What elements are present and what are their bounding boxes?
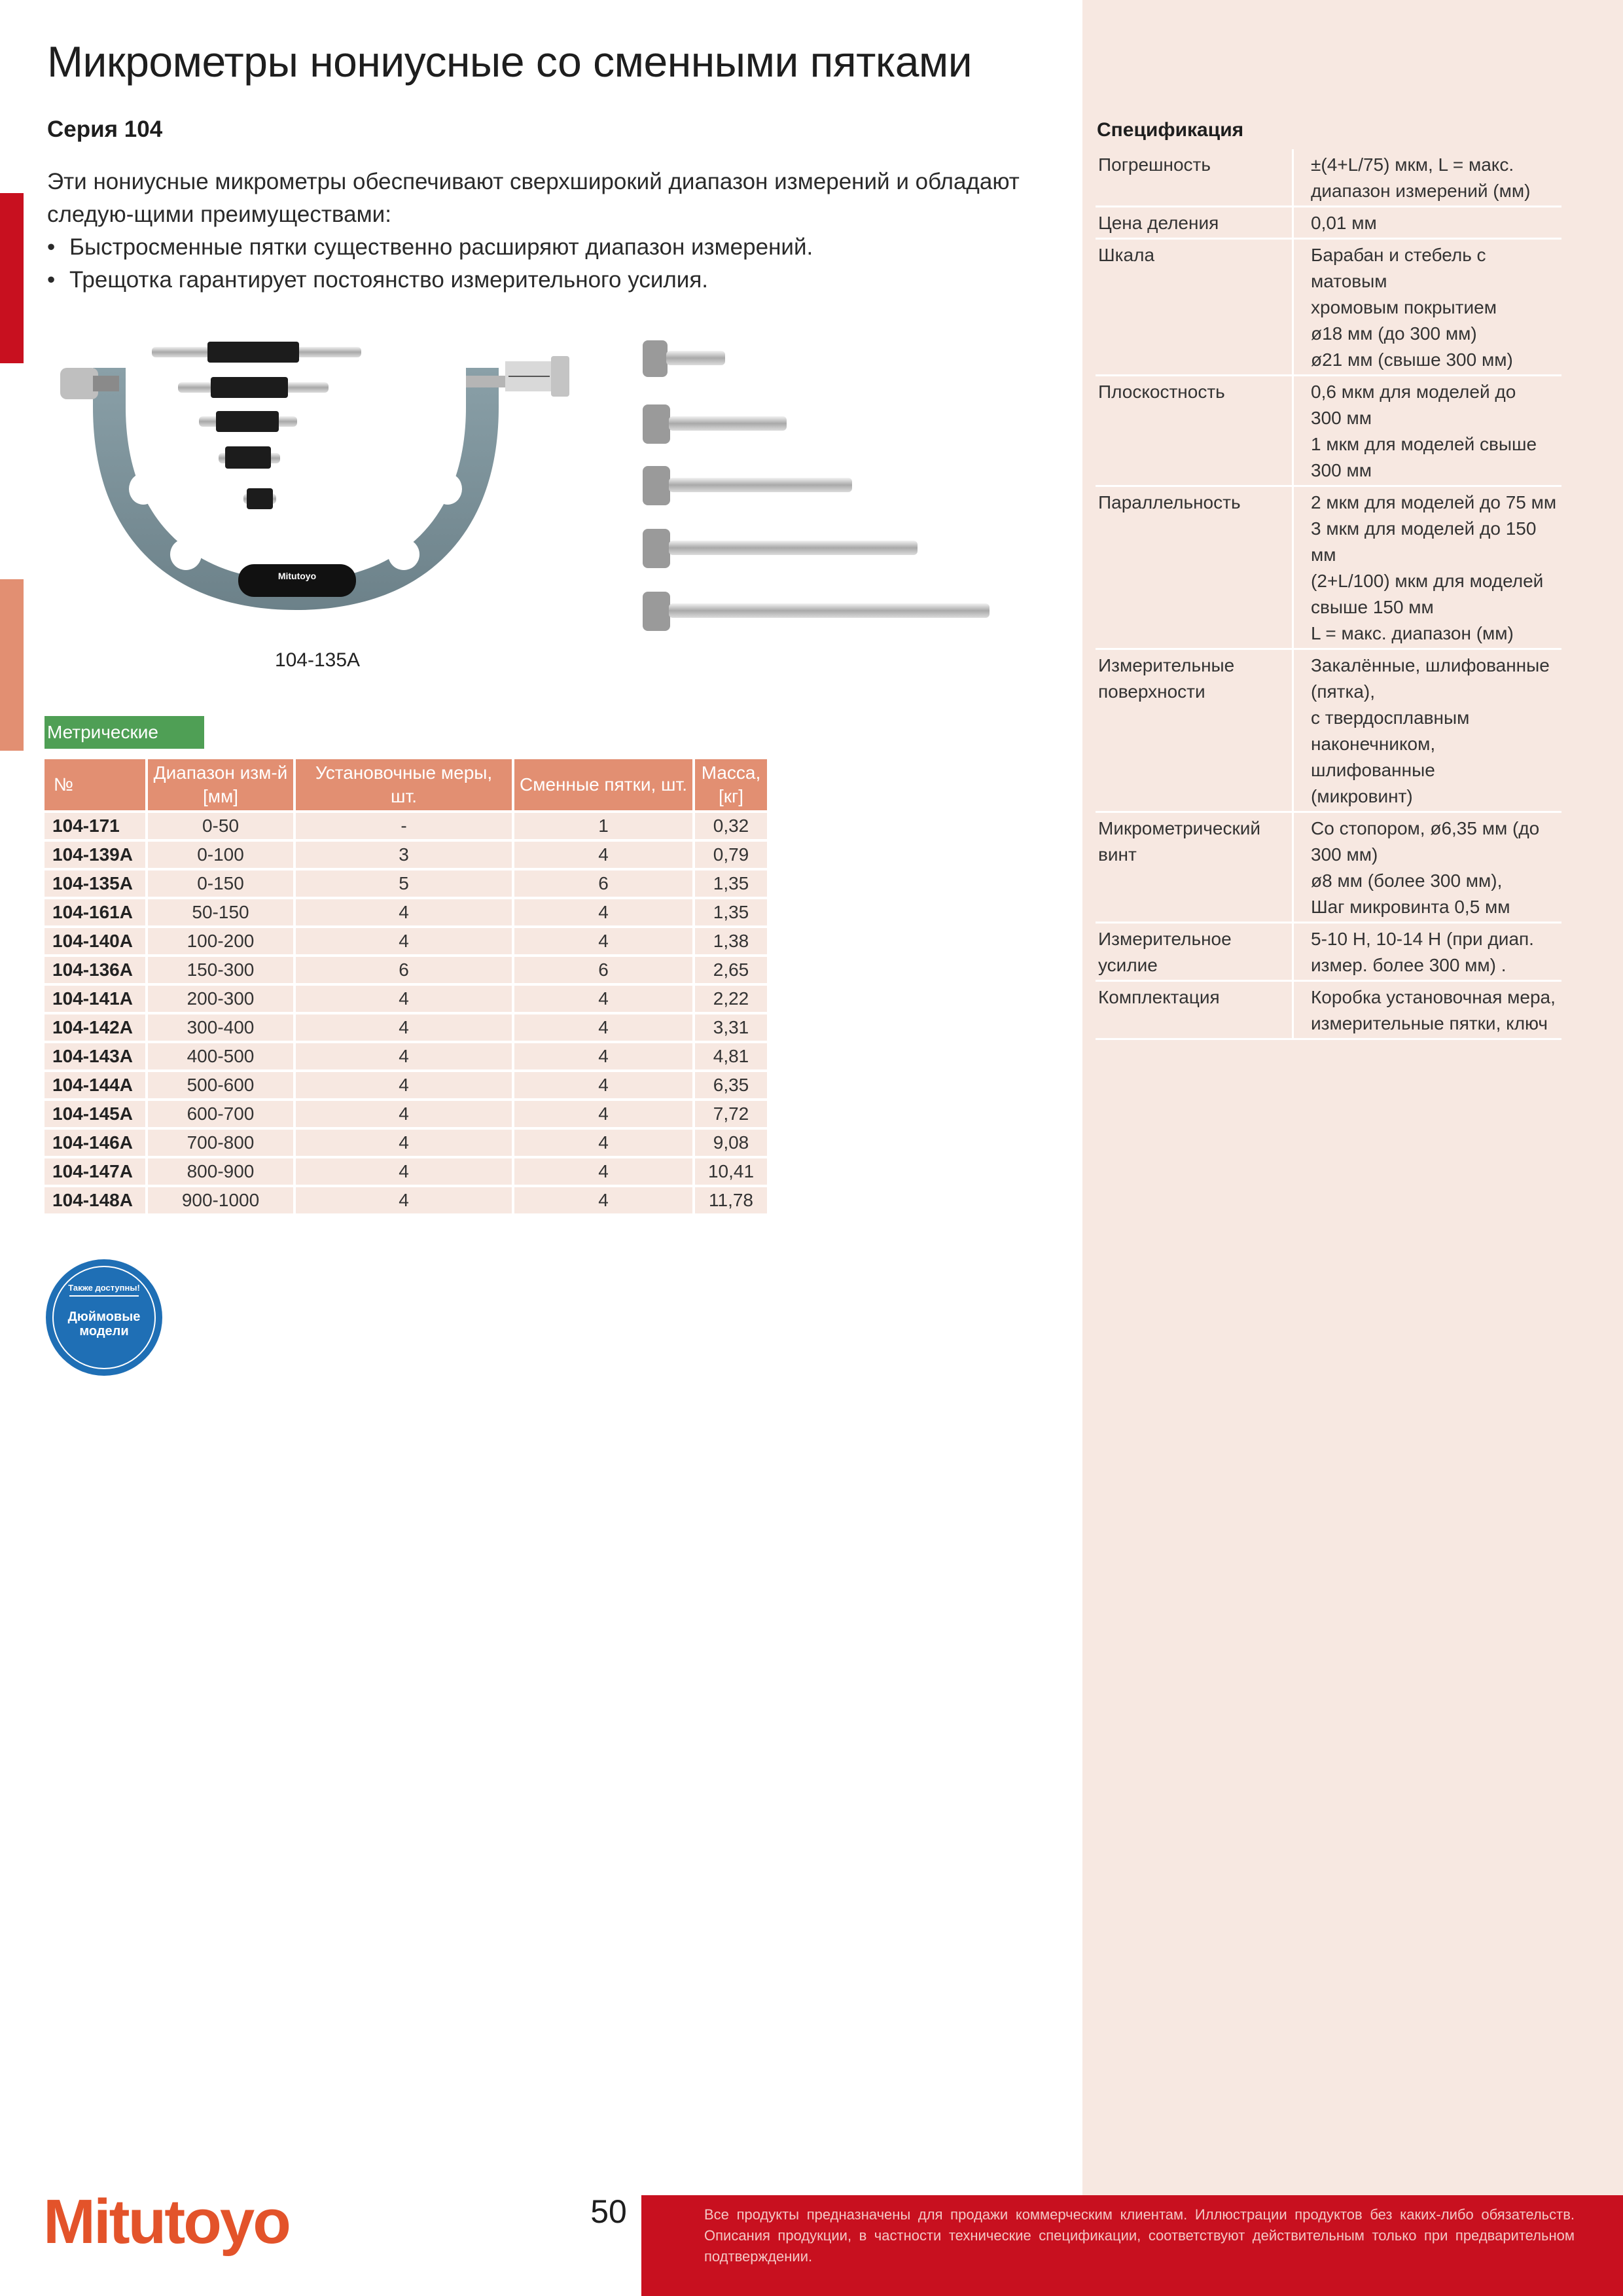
spec-key: Цена деления	[1096, 207, 1293, 239]
spec-value: Закалённые, шлифованные (пятка), с твердосплавным наконечником, шлифованные (микровинт)	[1293, 649, 1562, 812]
spec-row	[1096, 239, 1561, 376]
spec-value: Со стопором, ø6,35 мм (до 300 мм) ø8 мм (более 300 мм), Шаг микровинта 0,5 мм	[1293, 812, 1562, 923]
spec-key: Параллельность	[1096, 486, 1293, 649]
spec-title: Спецификация	[1097, 119, 1244, 141]
page-title: Микрометры нониусные со сменными пятками	[47, 37, 972, 86]
spec-value: 2 мкм для моделей до 75 мм 3 мкм для моделей до 150 мм (2+L/100) мкм для моделей свыше 150 мм L = макс. диапазон (мм)	[1293, 486, 1562, 649]
header-mass: Масса, [кг]	[695, 759, 767, 810]
micrometer-thimble	[505, 356, 569, 397]
anvils-image	[630, 327, 1009, 648]
table-row: 104-142A 300-400 4 4 3,31	[45, 1014, 767, 1041]
header-no: №	[45, 759, 145, 810]
spec-row	[1096, 981, 1561, 1039]
table-row: 104-148A 900-1000 4 4 11,78	[45, 1187, 767, 1213]
advantage-item: • Трещотка гарантирует постоянство измерительного усилия.	[47, 264, 1068, 296]
models-table	[42, 757, 770, 1216]
spec-row	[1096, 207, 1561, 239]
image-caption: 104-135A	[274, 649, 361, 671]
bullet-marker: •	[47, 234, 56, 260]
advantage-item: • Быстросменные пятки существенно расширяют диапазон измерений.	[47, 231, 1068, 264]
table-row: 104-145A 600-700 4 4 7,72	[45, 1101, 767, 1127]
spec-key: Плоскостность	[1096, 376, 1293, 486]
badge-top-text: Также доступны!	[68, 1283, 140, 1293]
series-label: Серия 104	[47, 117, 163, 142]
table-row: 104-141A 200-300 4 4 2,22	[45, 986, 767, 1012]
badge-line2: модели	[79, 1324, 129, 1338]
metric-tag: Метрические	[45, 716, 204, 749]
spec-value: Коробка установочная мера, измерительные пятки, ключ	[1293, 981, 1562, 1039]
frame-brand-label: Mitutoyo	[277, 571, 317, 581]
table-row: 104-143A 400-500 4 4 4,81	[45, 1043, 767, 1069]
spec-key: Погрешность	[1096, 149, 1293, 207]
spec-row	[1096, 812, 1561, 923]
spec-row	[1096, 486, 1561, 649]
spec-row	[1096, 149, 1561, 207]
advantages-list	[47, 231, 1068, 296]
spec-key: Измерительное усилие	[1096, 923, 1293, 981]
intro-text	[47, 166, 1068, 296]
table-row: 104-136A 150-300 6 6 2,65	[45, 957, 767, 983]
bullet-marker: •	[47, 267, 56, 293]
spec-key: Шкала	[1096, 239, 1293, 376]
table-row: 104-146A 700-800 4 4 9,08	[45, 1130, 767, 1156]
spec-row	[1096, 923, 1561, 981]
spec-value: Барабан и стебель с матовым хромовым покрытием ø18 мм (до 300 мм) ø21 мм (свыше 300 мм)	[1293, 239, 1562, 376]
spec-value: ±(4+L/75) мкм, L = макс. диапазон измерений (мм)	[1293, 149, 1562, 207]
table-row: 104-135A 0-150 5 6 1,35	[45, 870, 767, 897]
spec-value: 0,01 мм	[1293, 207, 1562, 239]
table-header-row	[45, 759, 767, 810]
micrometer-frame	[60, 368, 505, 610]
spec-key: Микрометрический винт	[1096, 812, 1293, 923]
setting-standards	[152, 342, 361, 509]
intro-paragraph: Эти нониусные микрометры обеспечивают сверхширокий диапазон измерений и обладают следую-щими преимуществами:	[47, 169, 1020, 227]
spec-row	[1096, 376, 1561, 486]
header-setting: Установочные меры, шт.	[296, 759, 512, 810]
mitutoyo-logo: Mitutoyo	[43, 2187, 289, 2257]
footer-disclaimer: Все продукты предназначены для продажи коммерческим клиентам. Иллюстрации продуктов без каких-либо обязательств. Описания продукции, в частности технические спецификации, соответствуют действительным только при предварительном подтверждении.	[704, 2206, 1575, 2265]
edge-marker-salmon	[0, 579, 24, 751]
footer-bar	[641, 2195, 1623, 2296]
spec-key: Комплектация	[1096, 981, 1293, 1039]
spec-table	[1096, 149, 1561, 1040]
spec-value: 0,6 мкм для моделей до 300 мм 1 мкм для моделей свыше 300 мм	[1293, 376, 1562, 486]
interchangeable-anvils	[643, 340, 990, 631]
header-anvils: Сменные пятки, шт.	[514, 759, 692, 810]
table-row: 104-140A 100-200 4 4 1,38	[45, 928, 767, 954]
table-row: 104-139A 0-100 3 4 0,79	[45, 842, 767, 868]
edge-marker-red	[0, 193, 24, 363]
spec-value: 5-10 Н, 10-14 Н (при диап. измер. более 300 мм) .	[1293, 923, 1562, 981]
micrometer-image	[47, 322, 577, 649]
badge-line1: Дюймовые	[67, 1310, 141, 1324]
table-row: 104-161A 50-150 4 4 1,35	[45, 899, 767, 925]
table-row: 104-147A 800-900 4 4 10,41	[45, 1158, 767, 1185]
spec-key: Измерительные поверхности	[1096, 649, 1293, 812]
header-range: Диапазон изм-й [мм]	[148, 759, 293, 810]
inch-models-badge	[45, 1258, 164, 1377]
spec-row	[1096, 649, 1561, 812]
table-row: 104-144A 500-600 4 4 6,35	[45, 1072, 767, 1098]
page-number: 50	[590, 2193, 627, 2230]
table-row: 104-171 0-50 - 1 0,32	[45, 813, 767, 839]
